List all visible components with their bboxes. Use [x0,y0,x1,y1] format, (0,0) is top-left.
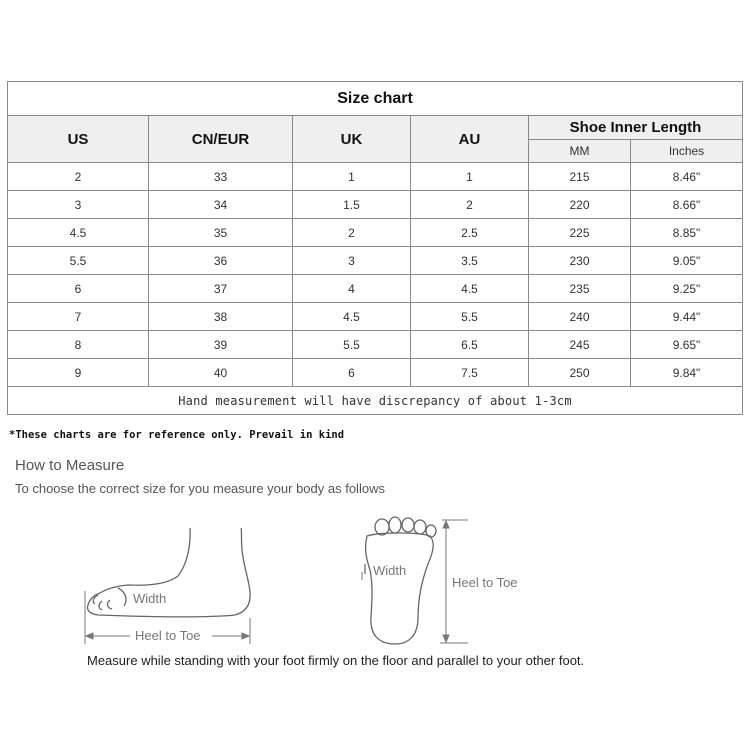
table-row [8,247,743,275]
cell-au: 2.5 [411,219,529,247]
cell-mm: 225 [529,219,631,247]
cell-mm: 240 [529,303,631,331]
how-to-measure-title: How to Measure [15,457,125,474]
cell-cn-eur: 34 [149,191,293,219]
cell-mm: 215 [529,163,631,191]
cell-inches: 9.44" [631,303,743,331]
size-rows [8,163,743,415]
header-inches: Inches [631,140,743,163]
cell-us: 8 [8,331,149,359]
cell-mm: 230 [529,247,631,275]
sole-width-label: Width [373,563,407,578]
cell-us: 3 [8,191,149,219]
cell-au: 6.5 [411,331,529,359]
header-cn-eur: CN/EUR [149,116,293,163]
cell-au: 2 [411,191,529,219]
cell-cn-eur: 33 [149,163,293,191]
cell-mm: 245 [529,331,631,359]
cell-us: 7 [8,303,149,331]
cell-uk: 4 [293,275,411,303]
measurement-discrepancy-note: Hand measurement will have discrepancy of about 1-3cm [8,387,743,415]
cell-us: 9 [8,359,149,387]
cell-mm: 220 [529,191,631,219]
table-row [8,275,743,303]
cell-mm: 250 [529,359,631,387]
side-heel-to-toe-label: Heel to Toe [135,628,201,643]
cell-inches: 8.66" [631,191,743,219]
cell-inches: 9.65" [631,331,743,359]
cell-inches: 9.25" [631,275,743,303]
cell-cn-eur: 37 [149,275,293,303]
cell-us: 2 [8,163,149,191]
measurement-instruction: Measure while standing with your foot firmly on the floor and parallel to your other foot. [87,653,585,668]
cell-inches: 9.84" [631,359,743,387]
side-foot-illustration [87,528,250,617]
cell-inches: 9.05" [631,247,743,275]
cell-us: 6 [8,275,149,303]
cell-uk: 6 [293,359,411,387]
header-shoe-inner-length: Shoe Inner Length [529,116,743,140]
cell-au: 4.5 [411,275,529,303]
header-uk: UK [293,116,411,163]
reference-note: *These charts are for reference only. Prevail in kind [9,429,345,441]
table-row [8,219,743,247]
table-row [8,359,743,387]
cell-us: 5.5 [8,247,149,275]
table-row [8,163,743,191]
sole-heel-to-toe-label: Heel to Toe [452,575,518,590]
cell-uk: 3 [293,247,411,275]
sole-foot-illustration [365,517,436,644]
header-au: AU [411,116,529,163]
header-us: US [8,116,149,163]
cell-inches: 8.85" [631,219,743,247]
cell-au: 7.5 [411,359,529,387]
cell-uk: 2 [293,219,411,247]
size-chart-table [7,81,743,415]
cell-au: 1 [411,163,529,191]
foot-measurement-diagram [0,500,750,660]
side-width-label: Width [133,591,167,606]
cell-uk: 5.5 [293,331,411,359]
cell-cn-eur: 35 [149,219,293,247]
cell-cn-eur: 39 [149,331,293,359]
cell-mm: 235 [529,275,631,303]
table-note-row [8,387,743,415]
cell-inches: 8.46" [631,163,743,191]
cell-au: 3.5 [411,247,529,275]
table-row [8,191,743,219]
table-row [8,331,743,359]
cell-us: 4.5 [8,219,149,247]
cell-uk: 4.5 [293,303,411,331]
cell-cn-eur: 36 [149,247,293,275]
header-mm: MM [529,140,631,163]
cell-cn-eur: 40 [149,359,293,387]
size-chart-title: Size chart [8,82,743,116]
cell-au: 5.5 [411,303,529,331]
table-row [8,303,743,331]
cell-uk: 1.5 [293,191,411,219]
cell-uk: 1 [293,163,411,191]
how-to-measure-subtitle: To choose the correct size for you measure your body as follows [15,481,385,496]
cell-cn-eur: 38 [149,303,293,331]
